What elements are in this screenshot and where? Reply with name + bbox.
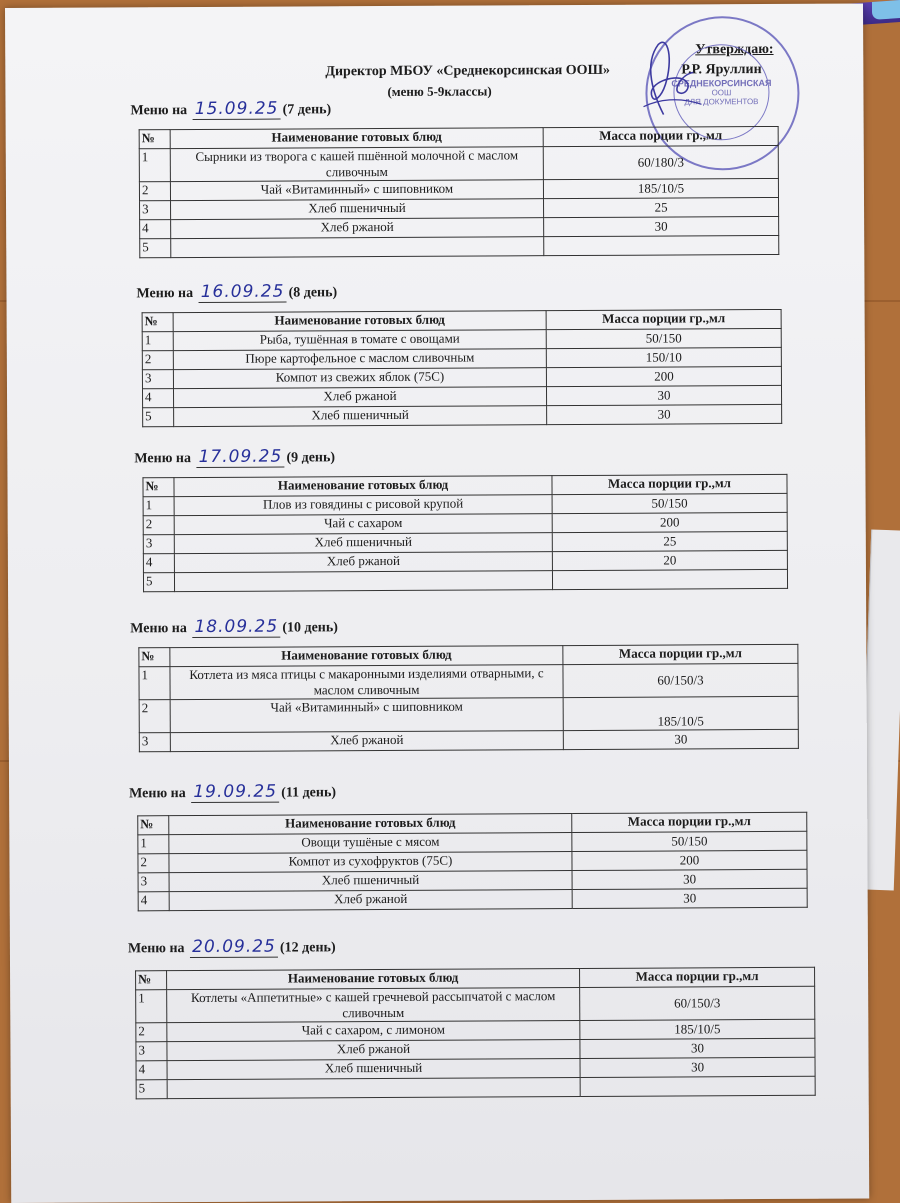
row-number: 3 [142, 370, 173, 389]
dish-name: Котлеты «Аппетитные» с кашей гречневой рассыпчатой с маслом сливочным [167, 988, 580, 1023]
menu-date: 19.09.25 [191, 782, 279, 803]
menu-day: (12 день) [279, 940, 336, 956]
portion-weight: 30 [546, 385, 781, 405]
menu-prefix: Меню на [136, 286, 194, 302]
dish-name: Овощи тушёные с мясом [169, 833, 572, 854]
dish-name: Хлеб ржаной [171, 218, 544, 239]
row-number: 3 [136, 1042, 167, 1061]
table-row [143, 569, 787, 591]
col-weight-header: Масса порции гр.,мл [552, 474, 787, 494]
portion-weight: 200 [572, 850, 807, 870]
portion-weight: 60/180/3 [543, 145, 778, 179]
row-number: 1 [139, 667, 170, 700]
table-row [139, 729, 798, 751]
row-number: 3 [139, 733, 170, 752]
portion-weight: 60/150/3 [563, 663, 798, 697]
portion-weight [544, 235, 779, 255]
portion-weight: 60/150/3 [580, 986, 815, 1020]
menu-label-day10 [130, 616, 338, 638]
menu-label-day7 [130, 98, 331, 120]
stamp-line: ООШ [711, 88, 732, 98]
col-dish-header: Наименование готовых блюд [170, 646, 563, 667]
stamp-line: ДЛЯ ДОКУМЕНТОВ [684, 97, 759, 107]
portion-weight: 30 [563, 729, 798, 749]
row-number: 5 [140, 239, 171, 258]
menu-table-day12 [135, 967, 816, 1100]
dish-name [171, 237, 544, 258]
portion-weight: 185/10/5 [543, 178, 778, 198]
menu-prefix: Меню на [130, 621, 187, 637]
menu-label-day9 [134, 446, 335, 468]
col-dish-header: Наименование готовых блюд [174, 476, 552, 497]
menu-table-day8 [142, 309, 783, 427]
table-row [139, 663, 798, 699]
portion-weight: 25 [544, 197, 779, 217]
portion-weight: 30 [572, 888, 807, 908]
row-number: 3 [140, 201, 171, 220]
row-number: 2 [143, 516, 174, 535]
portion-weight: 50/150 [552, 493, 787, 513]
portion-weight: 50/150 [572, 831, 807, 851]
dish-name [167, 1078, 580, 1099]
portion-weight: 30 [580, 1038, 815, 1058]
col-dish-header: Наименование готовых блюд [170, 128, 543, 149]
col-number-header: № [142, 313, 173, 332]
dish-name: Котлета из мяса птицы с макаронными изделиями отварными, с маслом сливочным [170, 665, 563, 700]
table-row [140, 235, 779, 257]
dish-name: Хлеб пшеничный [174, 533, 552, 554]
col-number-header: № [143, 478, 174, 497]
menu-date: 17.09.25 [196, 447, 284, 468]
table-row [138, 888, 807, 911]
row-number: 2 [139, 182, 170, 201]
col-dish-header: Наименование готовых блюд [169, 814, 572, 835]
row-number: 4 [142, 389, 173, 408]
portion-weight: 200 [546, 366, 781, 386]
menu-prefix: Меню на [134, 451, 191, 467]
dish-name [174, 571, 552, 592]
col-number-header: № [139, 648, 170, 667]
signature-mark [623, 34, 713, 124]
dish-name: Хлеб пшеничный [167, 1059, 580, 1080]
menu-prefix: Меню на [129, 786, 186, 802]
pen-tip [872, 0, 900, 20]
dish-name: Хлеб пшеничный [174, 406, 547, 427]
portion-weight: 25 [552, 531, 787, 551]
col-weight-header: Масса порции гр.,мл [563, 644, 798, 664]
dish-name: Рыба, тушённая в томате с овощами [173, 330, 546, 351]
approver-name: Р.Р. Яруллин [681, 62, 762, 78]
dish-name: Компот из свежих яблок (75С) [173, 368, 546, 389]
menu-table-day11 [137, 812, 807, 912]
row-number: 2 [136, 1023, 167, 1042]
menu-prefix: Меню на [130, 103, 188, 119]
menu-date: 20.09.25 [190, 937, 278, 958]
menu-date: 18.09.25 [192, 617, 280, 638]
dish-name: Хлеб ржаной [174, 552, 552, 573]
dish-name: Пюре картофельное с маслом сливочным [173, 349, 546, 370]
col-weight-header: Масса порции гр.,мл [546, 309, 781, 329]
row-number: 3 [143, 535, 174, 554]
row-number: 5 [143, 573, 174, 592]
portion-weight: 30 [572, 869, 807, 889]
portion-weight: 150/10 [546, 347, 781, 367]
menu-day: (7 день) [282, 102, 332, 118]
portion-weight [552, 569, 787, 589]
dish-name: Компот из сухофруктов (75С) [169, 852, 572, 873]
approve-label: Утверждаю: [695, 41, 774, 58]
menu-prefix: Меню на [127, 941, 185, 957]
dish-name: Чай «Витаминный» с шиповником [170, 698, 563, 733]
portion-weight: 20 [552, 550, 787, 570]
dish-name: Хлеб пшеничный [171, 199, 544, 220]
dish-name: Чай с сахаром, с лимоном [167, 1021, 580, 1042]
table-row [139, 145, 778, 181]
row-number: 1 [138, 835, 169, 854]
portion-weight: 30 [580, 1057, 815, 1077]
portion-weight: 200 [552, 512, 787, 532]
dish-name: Хлеб ржаной [167, 1040, 580, 1061]
row-number: 4 [140, 220, 171, 239]
row-number: 4 [138, 892, 169, 911]
row-number: 2 [139, 700, 170, 733]
col-weight-header: Масса порции гр.,мл [543, 126, 778, 146]
dish-name: Сырники из творога с кашей пшённой молочной с маслом сливочным [170, 147, 543, 182]
col-dish-header: Наименование готовых блюд [167, 969, 580, 990]
row-number: 2 [138, 854, 169, 873]
row-number: 4 [143, 554, 174, 573]
row-number: 5 [136, 1080, 167, 1099]
menu-sheet [5, 4, 869, 1203]
menu-table-day7 [139, 126, 780, 258]
dish-name: Хлеб ржаной [170, 731, 563, 752]
table-row [139, 696, 798, 732]
menu-table-day9 [142, 474, 788, 592]
row-number: 4 [136, 1061, 167, 1080]
col-number-header: № [139, 130, 170, 149]
row-number: 1 [142, 332, 173, 351]
dish-name: Чай с сахаром [174, 514, 552, 535]
row-number: 2 [142, 351, 173, 370]
menu-table-day10 [138, 644, 799, 752]
dish-name: Чай «Витаминный» с шиповником [170, 180, 543, 201]
menu-label-day8 [136, 281, 337, 303]
menu-day: (11 день) [281, 785, 337, 801]
portion-weight: 50/150 [546, 328, 781, 348]
stamp-line: СРЕДНЕКОРСИНСКАЯ [671, 77, 772, 89]
row-number: 3 [138, 873, 169, 892]
row-number: 1 [139, 149, 170, 182]
row-number: 1 [143, 497, 174, 516]
row-number: 1 [136, 990, 167, 1023]
table-row [136, 1076, 815, 1099]
document-title: Директор МБОУ «Среднекорсинская ООШ» [325, 62, 610, 80]
menu-label-day12 [128, 936, 336, 958]
document-subtitle: (меню 5-9классы) [387, 83, 492, 99]
portion-weight: 30 [547, 404, 782, 424]
table-row [143, 404, 782, 426]
dish-name: Хлеб ржаной [173, 387, 546, 408]
portion-weight: 185/10/5 [563, 696, 798, 730]
row-number: 5 [143, 408, 174, 427]
col-dish-header: Наименование готовых блюд [173, 311, 546, 332]
menu-day: (8 день) [288, 285, 338, 301]
dish-name: Хлеб ржаной [169, 890, 572, 911]
col-number-header: № [136, 971, 167, 990]
dish-name: Плов из говядины с рисовой крупой [174, 495, 552, 516]
menu-date: 15.09.25 [193, 99, 281, 120]
dish-name: Хлеб пшеничный [169, 871, 572, 892]
menu-day: (9 день) [286, 450, 336, 466]
portion-weight: 30 [544, 216, 779, 236]
menu-date: 16.09.25 [199, 282, 287, 303]
menu-day: (10 день) [282, 620, 338, 636]
col-weight-header: Масса порции гр.,мл [580, 967, 815, 987]
col-number-header: № [138, 816, 169, 835]
table-row [136, 986, 815, 1023]
portion-weight: 185/10/5 [580, 1019, 815, 1039]
menu-label-day11 [129, 781, 336, 803]
col-weight-header: Масса порции гр.,мл [572, 812, 807, 832]
portion-weight [580, 1076, 815, 1096]
